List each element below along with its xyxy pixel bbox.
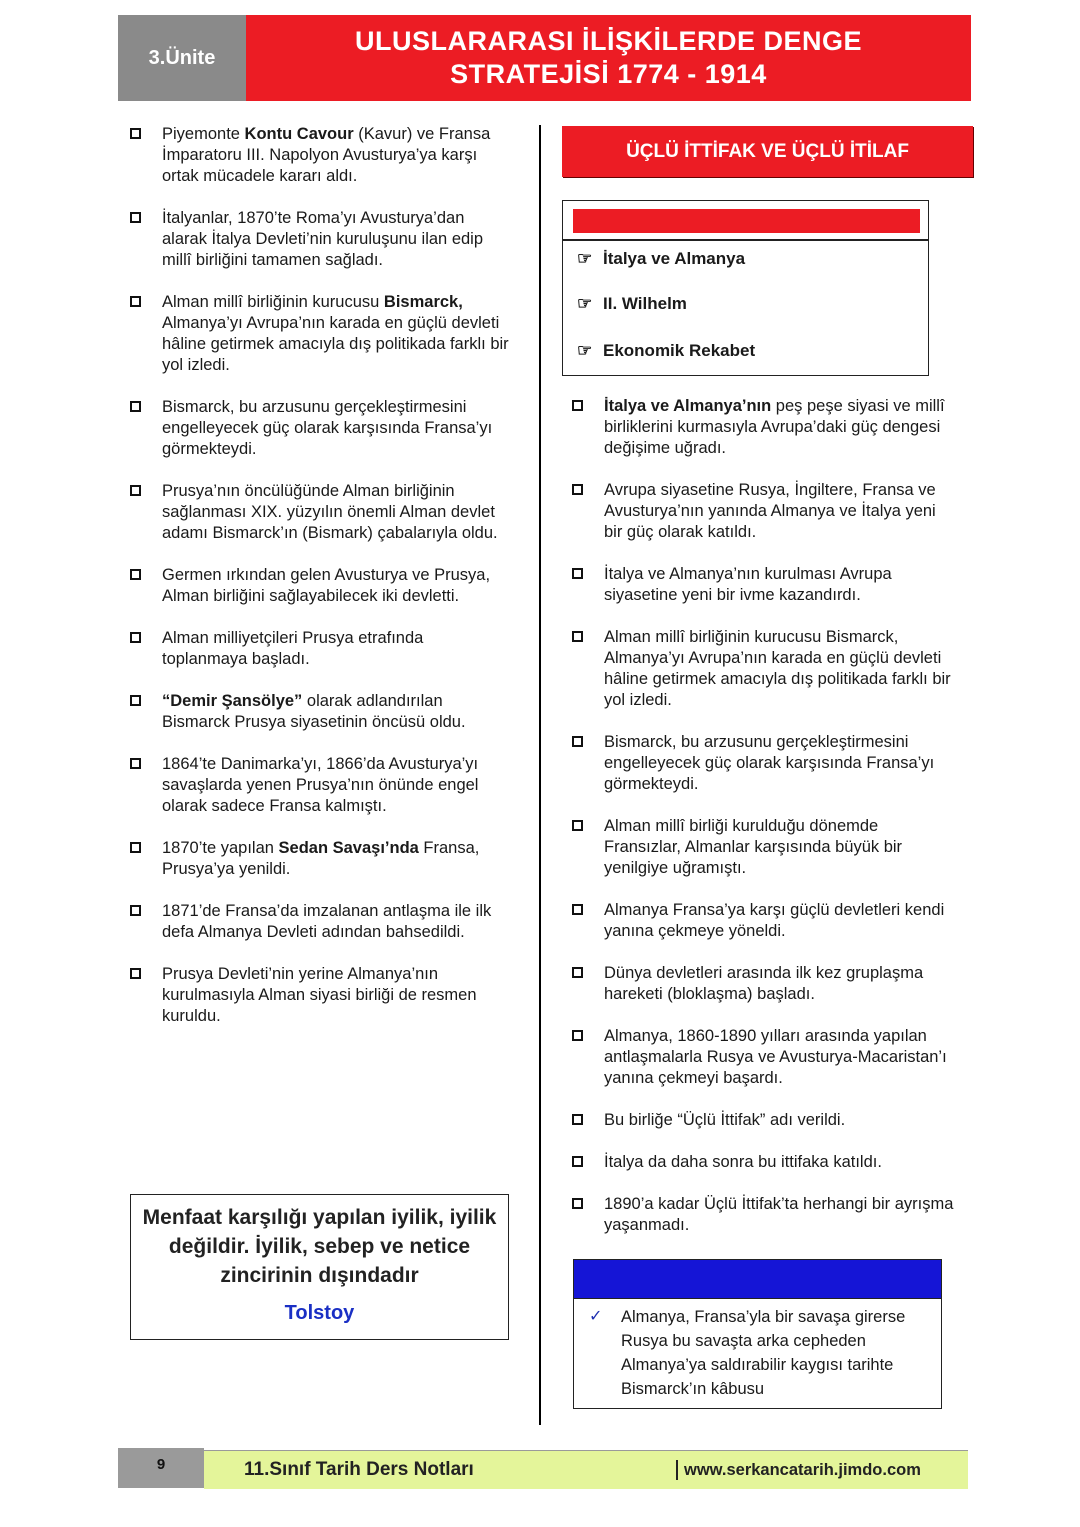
right-column — [572, 396, 957, 1257]
list-item: 1870’te yapılan Sedan Savaşı’nda Fransa, Prusya’ya yenildi. — [130, 838, 510, 880]
checkbox-bullet-icon — [572, 568, 583, 579]
quote-author: Tolstoy — [284, 1302, 355, 1324]
checkbox-bullet-icon — [572, 1114, 583, 1125]
list-item: Prusya Devleti’nin yerine Almanya’nın kurulmasıyla Alman siyasi birliği de resmen kuruldu. — [130, 964, 510, 1027]
list-item: Alman millî birliğinin kurucusu Bismarck, Almanya’yı Avrupa’nın karada en güçlü devleti hâline getirmek amacıyla dış politikada farklı bir yol izledi. — [572, 627, 957, 711]
section-title: ÜÇLÜ İTTİFAK VE ÜÇLÜ İTİLAF — [562, 126, 973, 177]
checkbox-bullet-icon — [130, 968, 141, 979]
checkbox-bullet-icon — [130, 905, 141, 916]
checkbox-bullet-icon — [572, 484, 583, 495]
pointing-hand-icon: ☞ — [577, 249, 593, 268]
pointing-hand-icon: ☞ — [577, 341, 593, 360]
footer-title: 11.Sınıf Tarih Ders Notları — [244, 1459, 474, 1480]
pointing-hand-icon: ☞ — [577, 294, 593, 313]
list-item: Germen ırkından gelen Avusturya ve Prusya, Alman birliğini sağlayabilecek iki devletti. — [130, 565, 510, 607]
list-item: “Demir Şansölye” olarak adlandırılan Bismarck Prusya siyasetinin öncüsü oldu. — [130, 691, 510, 733]
checkbox-bullet-icon — [572, 1156, 583, 1167]
topics-box — [562, 200, 929, 376]
checkbox-bullet-icon — [130, 842, 141, 853]
check-icon: ✓ — [589, 1308, 603, 1325]
checkbox-bullet-icon — [130, 128, 141, 139]
checkbox-bullet-icon — [130, 296, 141, 307]
page-title-line2: STRATEJİSİ 1774 - 1914 — [450, 59, 767, 89]
list-item: Bismarck, bu arzusunu gerçekleştirmesini engelleyecek güç olarak karşısında Fransa’yı görmekteydi. — [572, 732, 957, 795]
info-box — [573, 1259, 942, 1409]
checkbox-bullet-icon — [130, 485, 141, 496]
quote-text: Menfaat karşılığı yapılan iyilik, iyilik değildir. İyilik, sebep ve netice zincirinin dışındadır — [142, 1206, 497, 1287]
topic-item: ☞ Ekonomik Rekabet — [577, 341, 756, 360]
left-column — [130, 124, 510, 1048]
list-item: Piyemonte Kontu Cavour (Kavur) ve Fransa İmparatoru III. Napolyon Avusturya’ya karşı ortak mücadele kararı aldı. — [130, 124, 510, 187]
topics-header-bar — [573, 209, 920, 233]
list-item: Alman milliyetçileri Prusya etrafında toplanmaya başladı. — [130, 628, 510, 670]
list-item: Alman millî birliği kurulduğu dönemde Fransızlar, Almanlar karşısında büyük bir yenilgiye uğramıştı. — [572, 816, 957, 879]
page-title-line1: ULUSLARARASI İLİŞKİLERDE DENGE — [354, 26, 863, 56]
list-item: 1871’de Fransa’da imzalanan antlaşma ile ilk defa Almanya Devleti adından bahsedildi. — [130, 901, 510, 943]
list-item: İtalya ve Almanya’nın kurulması Avrupa siyasetine yeni bir ivme kazandırdı. — [572, 564, 957, 606]
page-title — [246, 15, 971, 101]
list-item: Almanya Fransa’ya karşı güçlü devletleri kendi yanına çekmeye yöneldi. — [572, 900, 957, 942]
topic-item: ☞ II. Wilhelm — [577, 294, 687, 313]
list-item: Almanya, 1860-1890 yılları arasında yapılan antlaşmalarla Rusya ve Avusturya-Macaristan’ı yanına çekmeyi başardı. — [572, 1026, 957, 1089]
list-item: Bu birliğe “Üçlü İttifak” adı verildi. — [572, 1110, 957, 1131]
checkbox-bullet-icon — [572, 820, 583, 831]
topic-item: ☞ İtalya ve Almanya — [577, 249, 746, 268]
list-item: 1864’te Danimarka’yı, 1866’da Avusturya’yı savaşlarda yenen Prusya’nın önünde engel olarak sadece Fransa kalmıştı. — [130, 754, 510, 817]
list-item: Prusya’nın öncülüğünde Alman birliğinin sağlanması XIX. yüzyılın önemli Alman devlet adamı Bismarck’ın (Bismark) çabalarıyla oldu. — [130, 481, 510, 544]
checkbox-bullet-icon — [572, 631, 583, 642]
info-header-bar — [574, 1260, 941, 1299]
list-item: İtalyanlar, 1870’te Roma’yı Avusturya’dan alarak İtalya Devleti’nin kuruluşunu ilan edip millî birliğini tamamen sağladı. — [130, 208, 510, 271]
list-item: Avrupa siyasetine Rusya, İngiltere, Fransa ve Avusturya’nın yanında Almanya ve İtalya yeni bir güç olarak katıldı. — [572, 480, 957, 543]
unit-label: 3.Ünite — [118, 15, 246, 101]
checkbox-bullet-icon — [572, 904, 583, 915]
list-item: Alman millî birliğinin kurucusu Bismarck, Almanya’yı Avrupa’nın karada en güçlü devleti hâline getirmek amacıyla dış politikada farklı bir yol izledi. — [130, 292, 510, 376]
page-number: 9 — [118, 1448, 204, 1488]
checkbox-bullet-icon — [572, 1030, 583, 1041]
checkbox-bullet-icon — [130, 695, 141, 706]
divider — [563, 239, 928, 241]
checkbox-bullet-icon — [572, 736, 583, 747]
checkbox-bullet-icon — [572, 967, 583, 978]
checkbox-bullet-icon — [572, 1198, 583, 1209]
checkbox-bullet-icon — [130, 632, 141, 643]
info-body: ✓ Almanya, Fransa’yla bir savaşa girerse Rusya bu savaşta arka cepheden Almanya’ya saldırabilir kaygısı tarihte Bismarck’ın kâbusu — [574, 1299, 941, 1401]
footer-bar — [204, 1450, 968, 1489]
list-item: Bismarck, bu arzusunu gerçekleştirmesini engelleyecek güç olarak karşısında Fransa’yı görmekteydi. — [130, 397, 510, 460]
list-item: Dünya devletleri arasında ilk kez gruplaşma hareketi (bloklaşma) başladı. — [572, 963, 957, 1005]
checkbox-bullet-icon — [130, 569, 141, 580]
footer-website-link[interactable]: www.serkancatarih.jimdo.com — [676, 1460, 921, 1480]
checkbox-bullet-icon — [130, 401, 141, 412]
column-divider — [539, 125, 541, 1425]
list-item: İtalya ve Almanya’nın peş peşe siyasi ve millî birliklerini kurmasıyla Avrupa’daki güç dengesi değişime uğradı. — [572, 396, 957, 459]
list-item: İtalya da daha sonra bu ittifaka katıldı. — [572, 1152, 957, 1173]
checkbox-bullet-icon — [572, 400, 583, 411]
checkbox-bullet-icon — [130, 758, 141, 769]
list-item: 1890’a kadar Üçlü İttifak’ta herhangi bir ayrışma yaşanmadı. — [572, 1194, 957, 1236]
quote-box — [130, 1194, 509, 1340]
checkbox-bullet-icon — [130, 212, 141, 223]
